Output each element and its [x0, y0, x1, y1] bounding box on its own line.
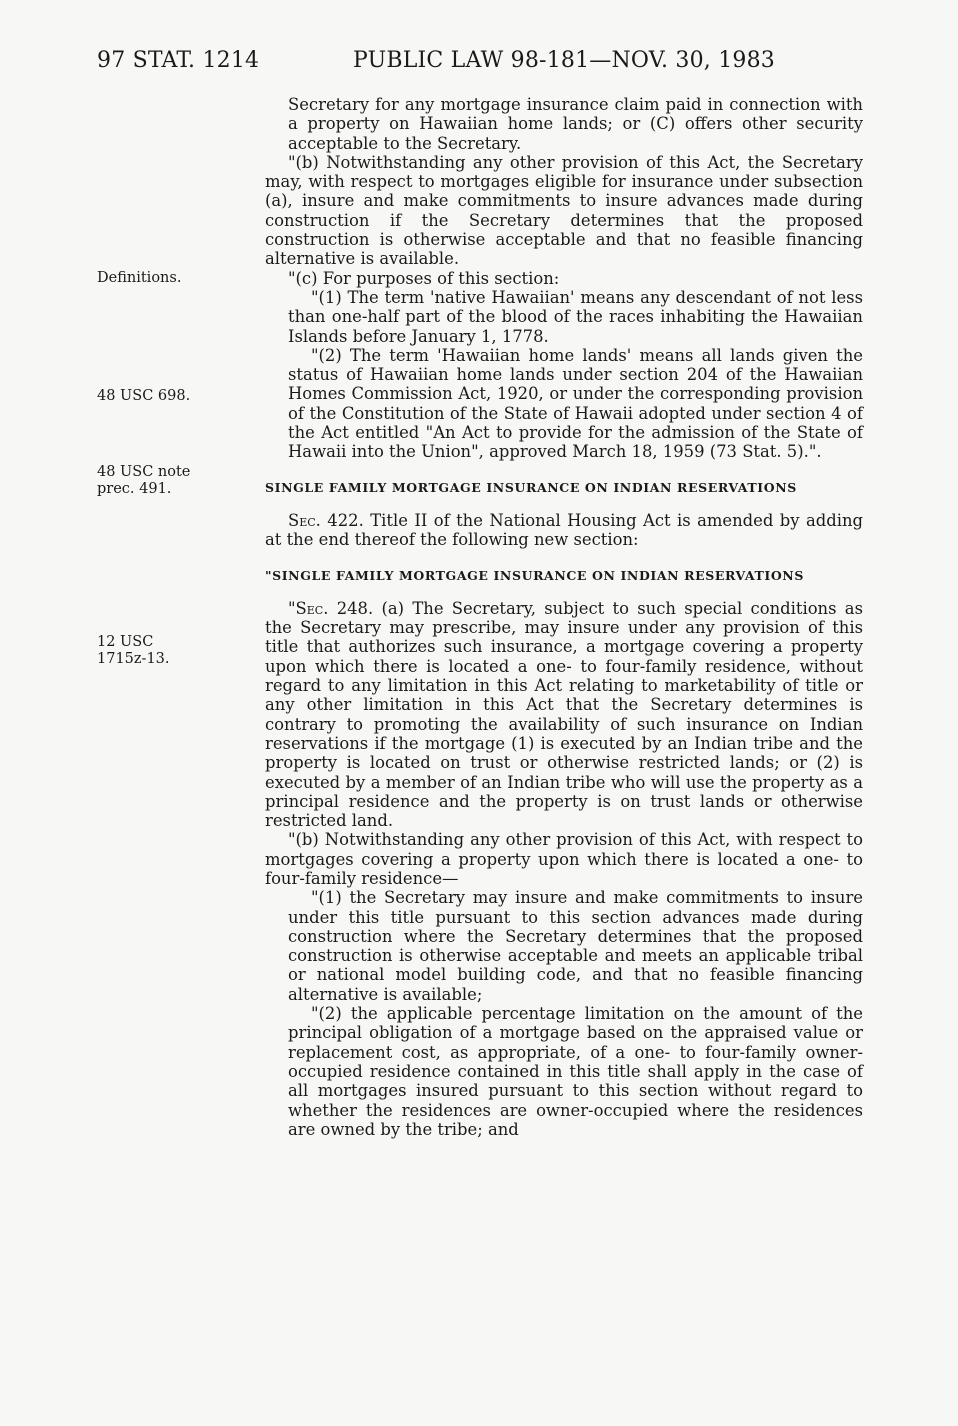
section-heading: "SINGLE FAMILY MORTGAGE INSURANCE ON INDIAN RESERVATIONS	[265, 567, 804, 583]
margin-note-48usc698: 48 USC 698.	[97, 388, 191, 404]
paragraph: "(b) Notwithstanding any other provision of this Act, with respect to mortgages covering a property upon which there is located a one- to four-family residence—	[265, 830, 863, 888]
paragraph-sec-422	[265, 511, 863, 550]
paragraph: "(2) The term 'Hawaiian home lands' means all lands given the status of Hawaiian home lands under section 204 of the Hawaiian Homes Commission Act, 1920, or under the corresponding provision of the Constitution of the State of Hawaii adopted under section 4 of the Act entitled "An Act to provide for the admission of the State of Hawaii into the Union", approved March 18, 1959 (73 Stat. 5).".	[288, 345, 863, 462]
paragraph-sec-248	[265, 599, 863, 831]
paragraph: "(b) Notwithstanding any other provision of this Act, the Secretary may, with respect to mortgages eligible for insurance under subsection (a), insure and make commitments to insure advances made during construction if the Secretary determines that the proposed construction is otherwise acceptable and that no feasible financing alternative is available.	[265, 152, 863, 269]
paragraph: Secretary for any mortgage insurance claim paid in connection with a property on Hawaiian home lands; or (C) offers other security acceptable to the Secretary.	[288, 95, 863, 153]
margin-note-12usc: 12 USC 1715z-13.	[97, 634, 170, 667]
page-title: PUBLIC LAW 98-181—NOV. 30, 1983	[353, 48, 775, 73]
paragraph-text: Title II of the National Housing Act is amended by adding at the end thereof the following new section:	[265, 510, 863, 550]
section-heading: SINGLE FAMILY MORTGAGE INSURANCE ON INDIAN RESERVATIONS	[265, 479, 797, 495]
section-label: "Sec. 248.	[288, 598, 374, 618]
margin-note-definitions: Definitions.	[97, 270, 182, 286]
statute-citation: 97 STAT. 1214	[97, 48, 260, 73]
paragraph: "(1) the Secretary may insure and make commitments to insure under this title pursuant to this section advances made during construction where the Secretary determines that the proposed construction is otherwise acceptable and meets an applicable tribal or national model building code, and that no feasible financing alternative is available;	[288, 888, 863, 1004]
section-label: Sec. 422.	[288, 510, 364, 530]
body-text	[265, 95, 863, 1139]
paragraph: "(2) the applicable percentage limitation on the amount of the principal obligation of a mortgage based on the appraised value or replacement cost, as appropriate, of a one- to four-family owner-occupied residence contained in this title shall apply in the case of all mortgages insured pursuant to this section without regard to whether the residences are owner-occupied where the residences are owned by the tribe; and	[288, 1004, 863, 1139]
paragraph-text: (a) The Secretary, subject to such special conditions as the Secretary may prescribe, may insure under any provision of this title that authorizes such insurance, a mortgage covering a property upon which there is located a one- to four-family residence, without regard to any limitation in this Act relating to marketability of title or any other limitation in this Act that the Secretary determines is contrary to promoting the availability of such insurance on Indian reservations if the mortgage (1) is executed by an Indian tribe and the property is located on trust or otherwise restricted lands; or (2) is executed by a member of an Indian tribe who will use the property as a principal residence and the property is on trust lands or otherwise restricted land.	[265, 598, 863, 831]
paragraph: "(c) For purposes of this section:	[288, 268, 560, 288]
margin-note-48usc-note: 48 USC note prec. 491.	[97, 464, 191, 497]
paragraph: "(1) The term 'native Hawaiian' means any descendant of not less than one-half part of the blood of the races inhabiting the Hawaiian Islands before January 1, 1778.	[288, 287, 863, 346]
